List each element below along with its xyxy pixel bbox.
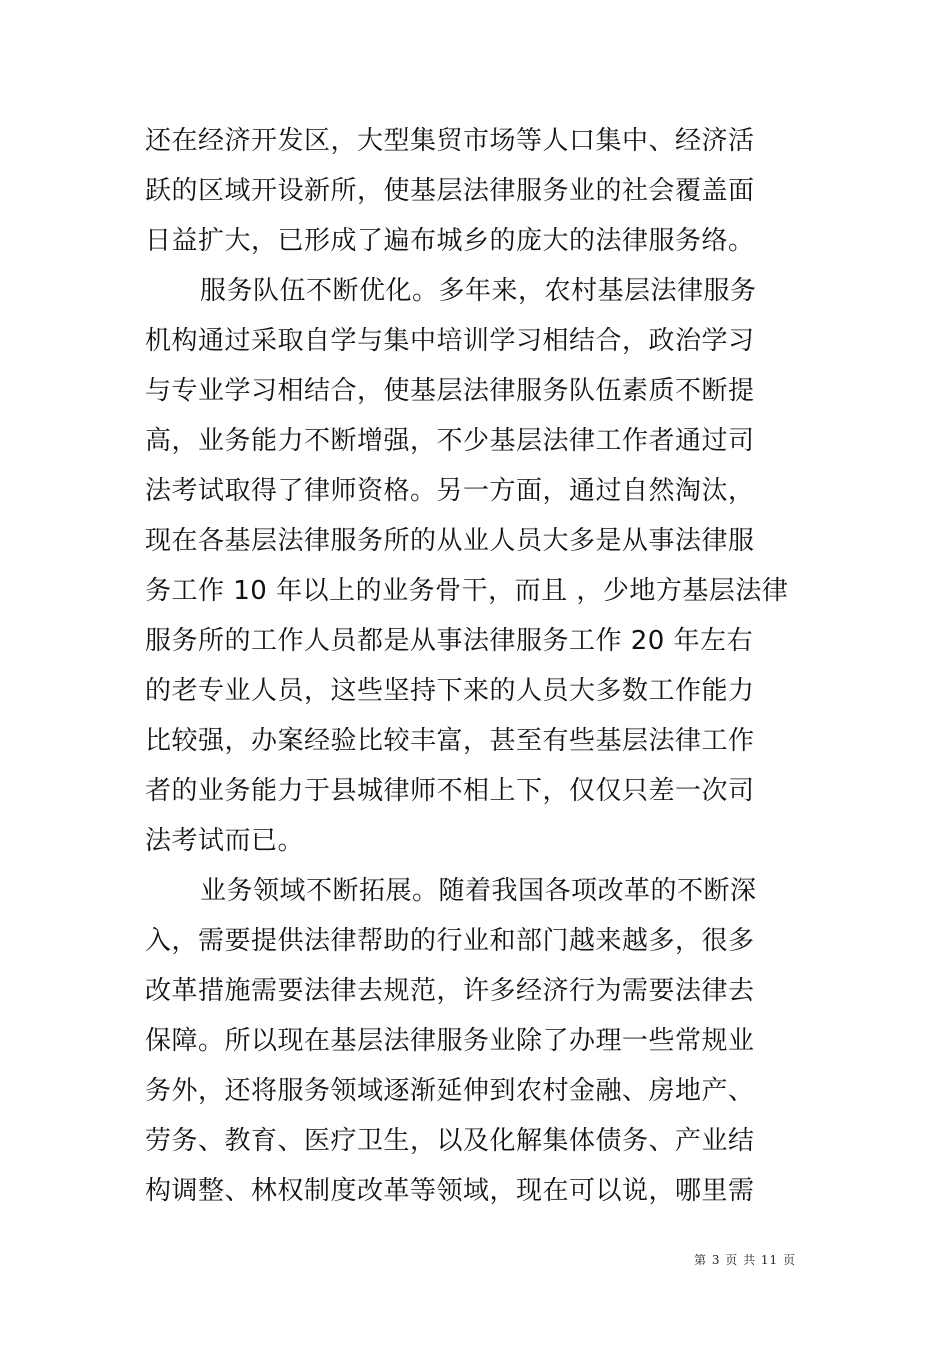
text-line: 比较强，办案经验比较丰富，甚至有些基层法律工作 bbox=[145, 726, 755, 756]
text-line: 机构通过采取自学与集中培训学习相结合，政治学习 bbox=[145, 326, 755, 356]
text-line: 高，业务能力不断增强，不少基层法律工作者通过司 bbox=[145, 426, 755, 456]
text-line: 法考试取得了律师资格。另一方面，通过自然淘汰， bbox=[145, 476, 755, 506]
text-line: 改革措施需要法律去规范，许多经济行为需要法律去 bbox=[145, 976, 755, 1006]
text-line: 现在各基层法律服务所的从业人员大多是从事法律服 bbox=[145, 526, 755, 556]
text-line: 跃的区域开设新所，使基层法律服务业的社会覆盖面 bbox=[145, 176, 755, 206]
text-line: 务外，还将服务领域逐渐延伸到农村金融、房地产、 bbox=[145, 1076, 755, 1106]
text-line: 劳务、教育、医疗卫生，以及化解集体债务、产业结 bbox=[145, 1126, 755, 1156]
text-line: 日益扩大，已形成了遍布城乡的庞大的法律服务络。 bbox=[145, 226, 755, 256]
page-number-footer: 第 3 页 共 11 页 bbox=[694, 1253, 796, 1267]
text-line: 与专业学习相结合，使基层法律服务队伍素质不断提 bbox=[145, 376, 755, 406]
text-line: 法考试而已。 bbox=[145, 826, 305, 856]
text-line: 保障。所以现在基层法律服务业除了办理一些常规业 bbox=[145, 1026, 755, 1056]
text-line: 的老专业人员，这些坚持下来的人员大多数工作能力 bbox=[145, 676, 755, 706]
text-line: 服务所的工作人员都是从事法律服务工作 20 年左右 bbox=[145, 626, 754, 656]
paragraph-start-line: 服务队伍不断优化。多年来，农村基层法律服务 bbox=[200, 276, 757, 306]
text-line: 构调整、林权制度改革等领域，现在可以说，哪里需 bbox=[145, 1176, 755, 1206]
text-line: 务工作 10 年以上的业务骨干，而且 ，少地方基层法律 bbox=[145, 576, 789, 606]
paragraph-start-line: 业务领域不断拓展。随着我国各项改革的不断深 bbox=[200, 876, 757, 906]
text-line: 还在经济开发区，大型集贸市场等人口集中、经济活 bbox=[145, 126, 755, 156]
text-line: 者的业务能力于县城律师不相上下，仅仅只差一次司 bbox=[145, 776, 755, 806]
text-line: 入，需要提供法律帮助的行业和部门越来越多，很多 bbox=[145, 926, 755, 956]
